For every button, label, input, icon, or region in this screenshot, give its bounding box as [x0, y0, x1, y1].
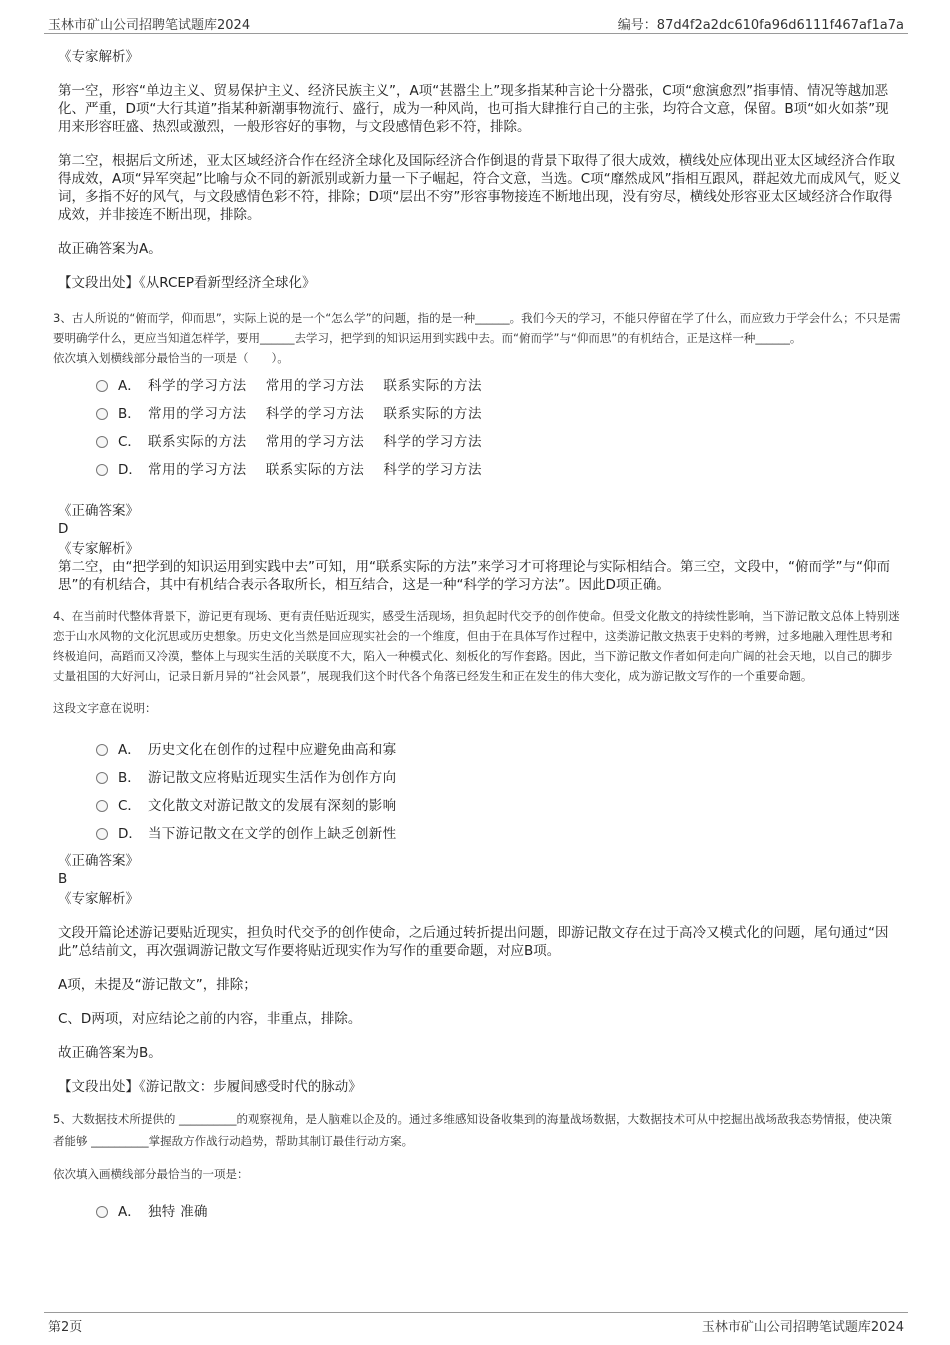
radio-icon[interactable]	[96, 800, 108, 812]
footer-title: 玉林市矿山公司招聘笔试题库2024	[701, 1320, 904, 1335]
option-letter: A．	[118, 742, 141, 758]
radio-icon[interactable]	[96, 464, 108, 476]
option-letter: B．	[118, 770, 141, 786]
q4-options	[48, 736, 902, 848]
q2-answer-text: 故正确答案为A。	[58, 241, 162, 257]
q4-analysis-para1: 文段开篇论述游记要贴近现实，担负时代交予的创作使命，之后通过转折提出问题，即游记散文存在过于高冷又模式化的问题，尾句通过“因此”总结前文，再次强调游记散文写作要将贴近现实作为写作的重要命题，对应B项。	[58, 925, 889, 959]
q4-answer: B	[58, 871, 68, 887]
radio-icon[interactable]	[96, 380, 108, 392]
q4-option-c[interactable]	[96, 792, 902, 820]
option-text: 常用的学习方法 科学的学习方法 联系实际的方法	[148, 406, 483, 422]
footer-divider	[44, 1312, 908, 1313]
page-header	[0, 0, 950, 34]
q2-analysis-para2: 第二空，根据后文所述，亚太区域经济合作在经济全球化及国际经济合作倒退的背景下取得了很大成效，横线处应体现出亚太区域经济合作取得成效，A项“异军突起”比喻与众不同的新派别或新力量一下子崛起，符合文意，当选。C项“靡然成风”指相互跟风，群起效尤而成风气，贬义词，多指不好的风气，与文段感情色彩不符，排除；D项“层出不穷”形容事物接连不断地出现，没有穷尽，横线处形容亚太区域经济合作取得成效，并非接连不断出现，排除。	[58, 153, 902, 223]
q5-stem: 5、大数据技术所提供的 __________的观察视角，是人脑难以企及的。通过多维感知设备收集到的海量战场数据，大数据技术可从中挖掘出战场敌我态势情报，使决策者能够 __________掌握敌方作战行动趋势，帮助其制订最佳行动方案。	[53, 1112, 892, 1148]
radio-icon[interactable]	[96, 828, 108, 840]
option-text: 科学的学习方法 常用的学习方法 联系实际的方法	[148, 378, 483, 394]
q4-option-b[interactable]	[96, 764, 902, 792]
radio-icon[interactable]	[96, 772, 108, 784]
q4-answer-label: 《正确答案》	[58, 853, 139, 869]
radio-icon[interactable]	[96, 408, 108, 420]
q3-option-d[interactable]	[96, 456, 902, 484]
option-letter: B．	[118, 406, 141, 422]
q3-stem: 3、古人所说的“俯而学，仰而思”，实际上说的是一个“怎么学”的问题，指的是一种______。我们今天的学习，不能只停留在学了什么，而应致力于学会什么；不只是需要明确学什么，更应当知道怎样学，要用______去学习，把学到的知识运用到实践中去。而“俯而学”与“仰而思”的有机结合，正是这样一种______。	[53, 311, 901, 345]
q3-option-a[interactable]	[96, 372, 902, 400]
document-id: 编号：87d4f2a2dc610fa96d6111f467af1a7a	[617, 18, 904, 33]
q5-prompt: 依次填入画横线部分最恰当的一项是：	[53, 1167, 249, 1181]
q3-answer: D	[58, 521, 69, 537]
q2-expert-label: 《专家解析》	[58, 49, 139, 65]
option-letter: A．	[118, 378, 141, 394]
page-content	[48, 46, 902, 1226]
q4-source: 【文段出处】《游记散文：步履间感受时代的脉动》	[58, 1079, 362, 1095]
q4-prompt: 这段文字意在说明：	[53, 701, 157, 715]
option-text: 联系实际的方法 常用的学习方法 科学的学习方法	[148, 434, 483, 450]
page-number: 第2页	[48, 1320, 83, 1335]
q3-prompt: 依次填入划横线部分最恰当的一项是（ ）。	[53, 351, 289, 365]
q4-answer-text: 故正确答案为B。	[58, 1045, 162, 1061]
q5-option-a[interactable]	[96, 1198, 902, 1226]
option-text: 文化散文对游记散文的发展有深刻的影响	[148, 798, 397, 814]
option-letter: C．	[118, 798, 141, 814]
option-text: 当下游记散文在文学的创作上缺乏创新性	[148, 826, 397, 842]
q3-options	[48, 372, 902, 484]
option-text: 独特 准确	[148, 1204, 208, 1220]
q2-source: 【文段出处】《从RCEP看新型经济全球化》	[58, 275, 316, 291]
option-letter: D．	[118, 462, 142, 478]
q3-analysis: 第二空，由“把学到的知识运用到实践中去”可知，用“联系实际的方法”来学习才可将理论与实际相结合。第三空，文段中，“俯而学”与“仰而思”的有机结合，其中有机结合表示各取所长，相互结合，这是一种“科学的学习方法”。因此D项正确。	[58, 559, 890, 593]
option-letter: C．	[118, 434, 141, 450]
page-footer	[0, 1308, 950, 1338]
radio-icon[interactable]	[96, 436, 108, 448]
q4-option-d[interactable]	[96, 820, 902, 848]
q3-expert-label: 《专家解析》	[58, 541, 139, 557]
radio-icon[interactable]	[96, 744, 108, 756]
option-letter: D．	[118, 826, 142, 842]
option-letter: A．	[118, 1204, 141, 1220]
option-text: 常用的学习方法 联系实际的方法 科学的学习方法	[148, 462, 483, 478]
option-text: 游记散文应将贴近现实生活作为创作方向	[148, 770, 397, 786]
header-divider	[44, 33, 908, 34]
q4-stem: 4、在当前时代整体背景下，游记更有现场、更有责任贴近现实，感受生活现场，担负起时代交予的创作使命。但受文化散文的持续性影响，当下游记散文总体上特别迷恋于山水风物的文化沉思或历史想象。历史文化当然是回应现实社会的一个维度，但由于在具体写作过程中，这类游记散文热衷于史料的考辨，过多地融入理性思考和终极追问，高蹈而又冷漠，整体上与现实生活的关联度不大，陷入一种模式化、刻板化的写作套路。因此，当下游记散文作者如何走向广阔的社会天地，以自己的脚步丈量祖国的大好河山，记录日新月异的“社会风景”，展现我们这个时代各个角落已经发生和正在发生的伟大变化，成为游记散文写作的一个重要命题。	[53, 609, 900, 683]
q4-analysis-para2: A项，未提及“游记散文”，排除；	[58, 977, 257, 993]
radio-icon[interactable]	[96, 1206, 108, 1218]
q3-option-c[interactable]	[96, 428, 902, 456]
q4-expert-label: 《专家解析》	[58, 891, 139, 907]
q4-analysis-para3: C、D两项，对应结论之前的内容，非重点，排除。	[58, 1011, 362, 1027]
q3-answer-label: 《正确答案》	[58, 503, 139, 519]
q5-options	[48, 1198, 902, 1226]
option-text: 历史文化在创作的过程中应避免曲高和寡	[148, 742, 397, 758]
q3-option-b[interactable]	[96, 400, 902, 428]
header-title: 玉林市矿山公司招聘笔试题库2024	[48, 18, 251, 33]
q2-analysis-para1: 第一空，形容“单边主义、贸易保护主义、经济民族主义”，A项“甚嚣尘上”现多指某种言论十分嚣张，C项“愈演愈烈”指事情、情况等越加恶化、严重，D项“大行其道”指某种新潮事物流行、盛行，成为一种风尚，也可指大肆推行自己的主张，均符合文意，保留。B项“如火如荼”现用来形容旺盛、热烈或激烈，一般形容好的事物，与文段感情色彩不符，排除。	[58, 83, 889, 135]
q4-option-a[interactable]	[96, 736, 902, 764]
